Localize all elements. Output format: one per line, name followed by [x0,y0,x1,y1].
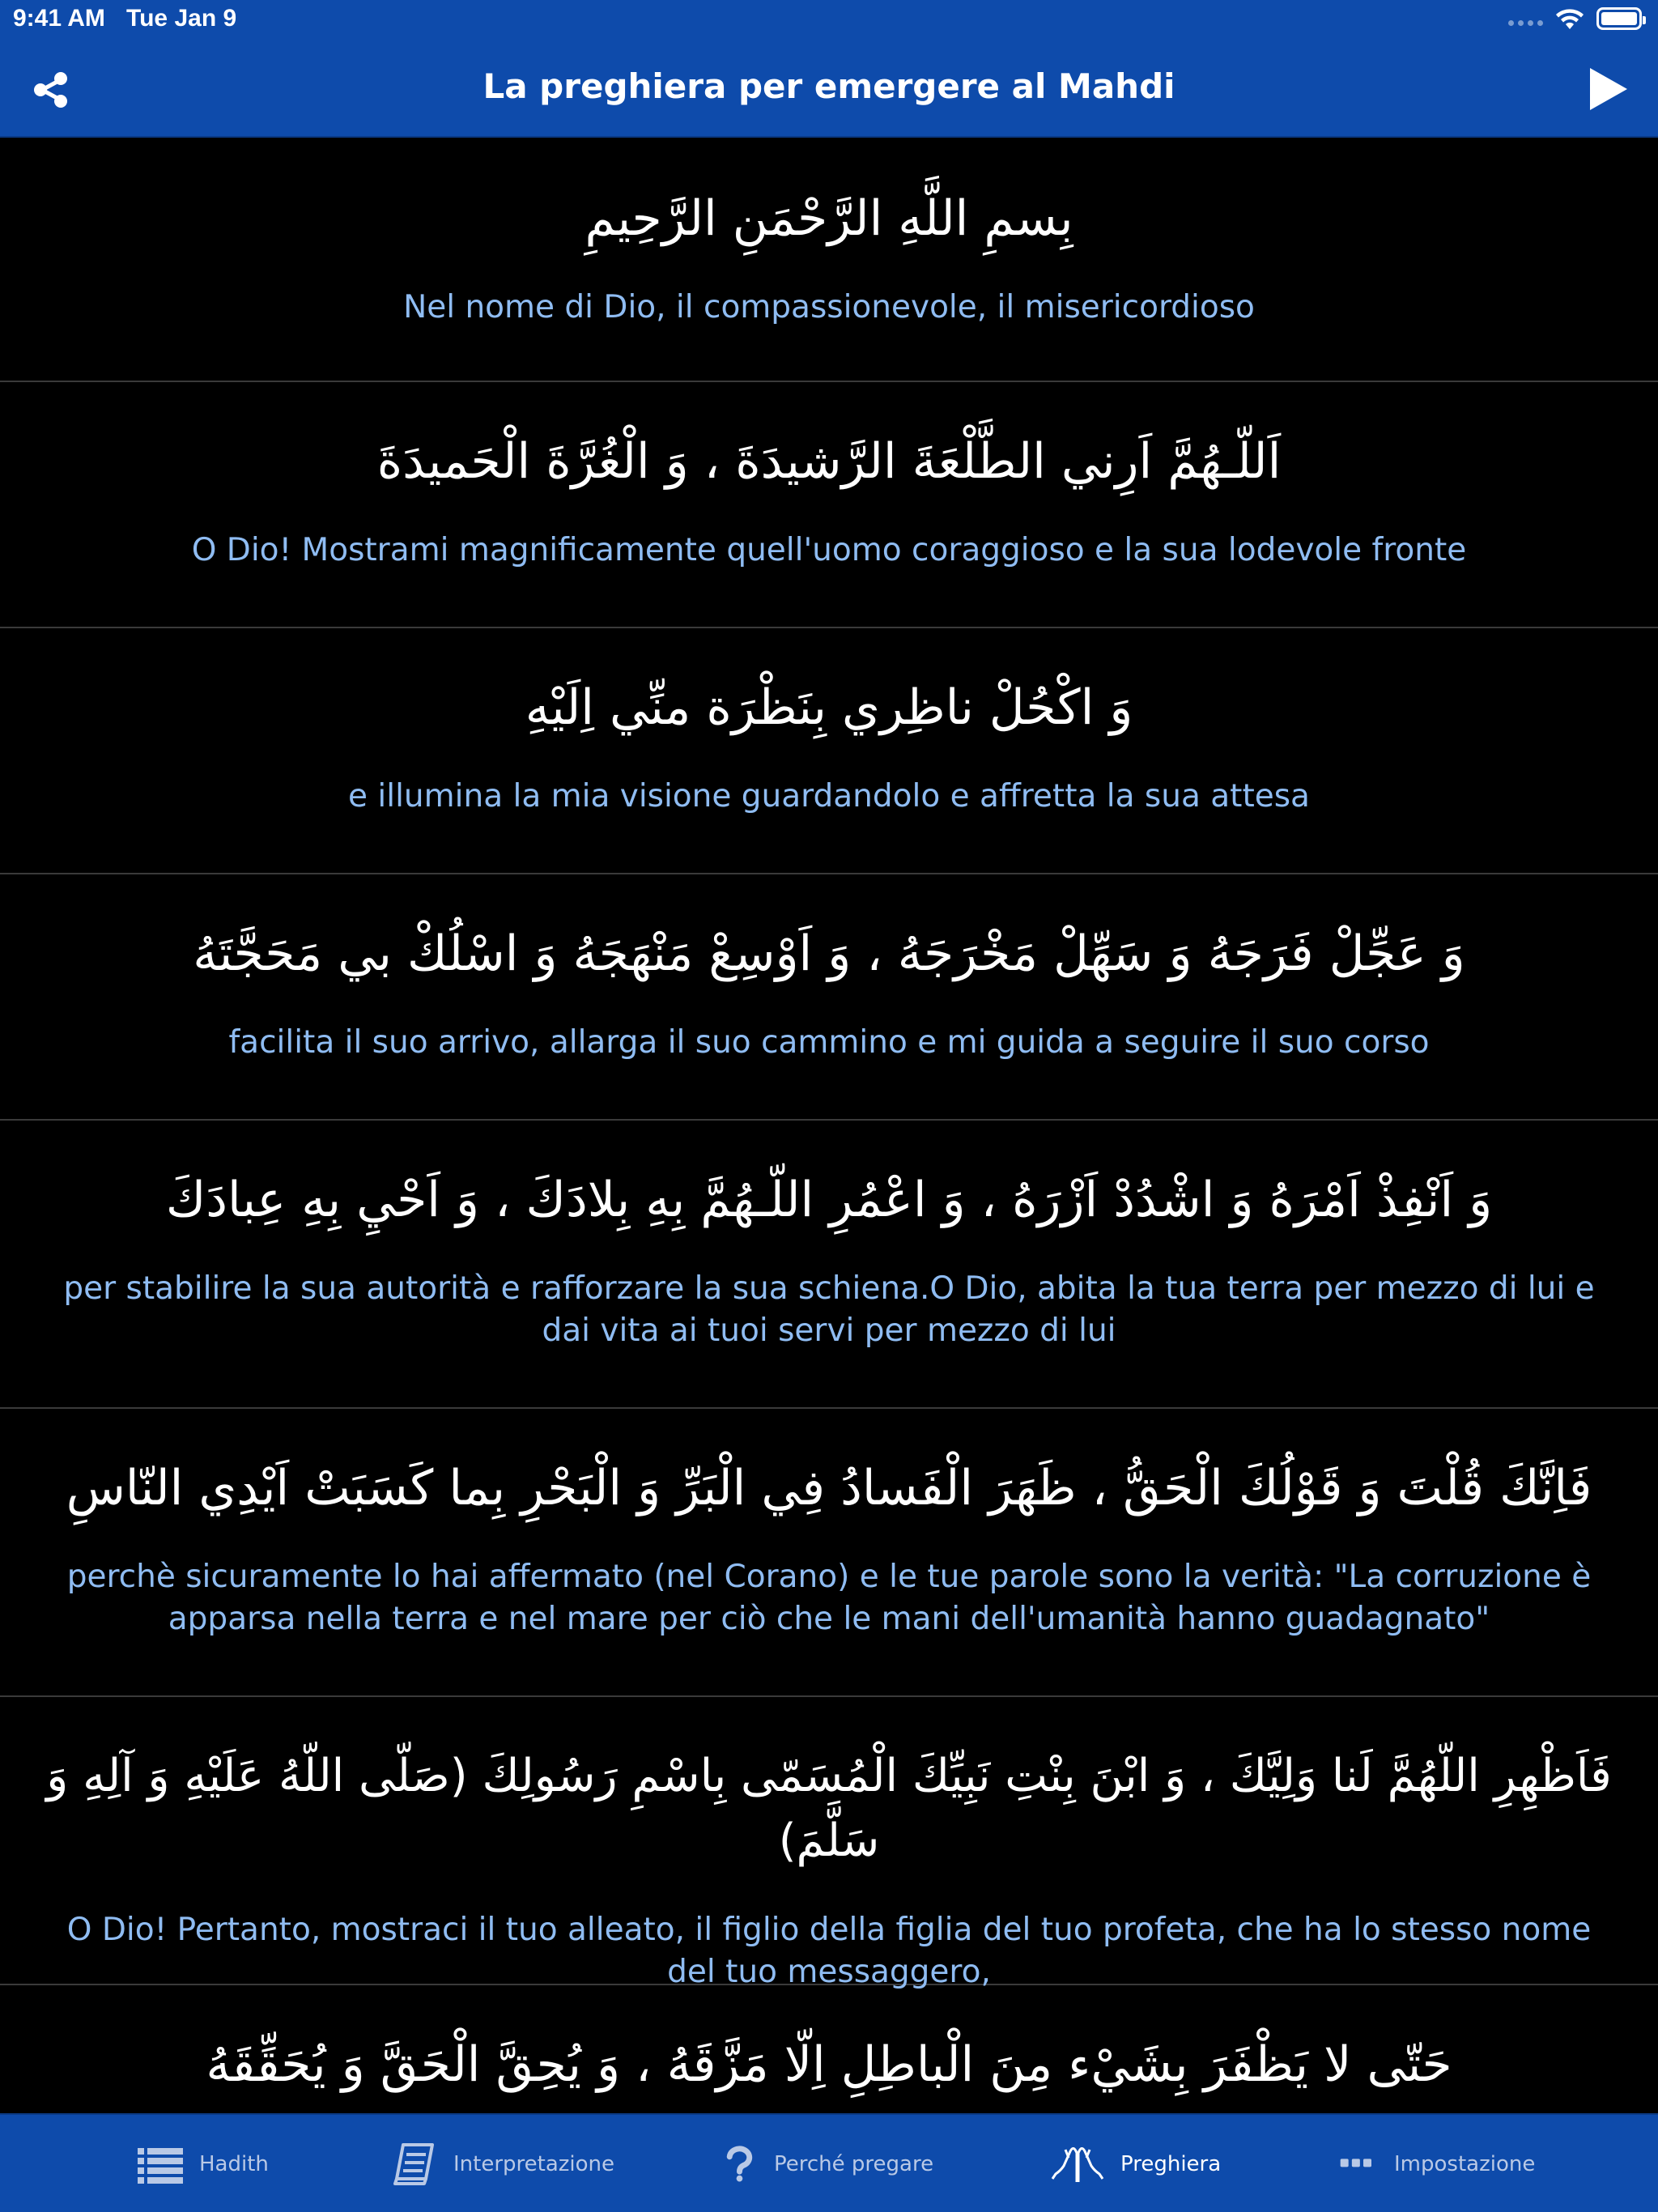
verse-translation: e illumina la mia visione guardandolo e affretta la sua attesa [348,778,1310,815]
verse-translation: Nel nome di Dio, il compassionevole, il misericordioso [403,289,1255,325]
verse-arabic: فَاِنَّكَ قُلْتَ وَ قَوْلُكَ الْحَقُّ ، ظَهَرَ الْفَسادُ فِي الْبَرِّ وَ الْبَحْرِ بِما كَسَبَتْ اَيْدِي النّاسِ [66,1460,1592,1516]
tab-label: Preghiera [1120,2152,1222,2176]
verse-translation: facilita il suo arrivo, allarga il suo cammino e mi guida a seguire il suo corso [228,1024,1430,1061]
cellular-signal-icon [1508,20,1543,26]
verse-arabic: اَللّـهُمَّ اَرِني الطَّلْعَةَ الرَّشيدَةَ ، وَ الْغُرَّةَ الْحَميدَةَ [376,433,1282,490]
battery-icon [1596,7,1642,30]
tab-label: Interpretazione [453,2152,615,2176]
verse-row [0,1985,1658,2113]
page-title: La preghiera per emergere al Mahdi [483,66,1175,106]
list-icon [136,2142,185,2187]
verse-row [0,874,1658,1121]
verse-arabic: فَاَظْهِرِ اللّهُمَّ لَنا وَلِيَّكَ ، وَ ابْنَ بِنْتِ نَبِيِّكَ الْمُسَمّى بِاسْمِ رَسُولِكَ (صَلّى اللّهُ عَلَيْهِ وَ آلِهِ وَ سَلَّمَ) [46,1750,1612,1867]
verse-row [0,382,1658,628]
tab-bar [0,2113,1658,2212]
verse-translation: perchè sicuramente lo hai affermato (nel Corano) e le tue parole sono la verità: "La corruzione è apparsa nella terra e nel mare per ciò che le mani dell'umanità hanno guadagnato" [66,1559,1592,1637]
tab-label: Hadith [199,2152,269,2176]
verse-translation: O Dio! Mostrami magnificamente quell'uomo coraggioso e la sua lodevole fronte [191,532,1467,568]
tab-interpretazione[interactable] [390,2115,614,2212]
play-icon[interactable] [1585,65,1630,113]
question-icon [722,2142,759,2187]
status-time: 9:41 AM [13,5,105,32]
verse-row [0,138,1658,382]
tab-preghiera[interactable] [1049,2115,1221,2212]
tab-impostazione[interactable] [1339,2115,1535,2212]
verse-translation: per stabilire la sua autorità e rafforzare la sua schiena.O Dio, abita la tua terra per mezzo di lui e dai vita ai tuoi servi per mezzo di lui [63,1270,1595,1349]
status-indicators [1508,6,1642,31]
verse-row [0,628,1658,874]
status-bar [0,0,1658,40]
verse-row [0,1121,1658,1409]
navigation-bar [0,40,1658,138]
tab-label: Perché pregare [774,2152,934,2176]
tab-hadith[interactable] [136,2115,269,2212]
more-dots-icon [1339,2142,1380,2187]
status-date: Tue Jan 9 [126,5,237,32]
wifi-icon [1554,6,1585,31]
prayer-list[interactable] [0,138,1658,2113]
verse-arabic: وَ عَجِّلْ فَرَجَهُ وَ سَهِّلْ مَخْرَجَهُ ، وَ اَوْسِعْ مَنْهَجَهُ وَ اسْلُكْ بي مَحَجَّتَهُ [193,925,1465,982]
verse-arabic: بِسمِ اللَّهِ الرَّحْمَنِ الرَّحِيمِ [585,190,1073,247]
tab-perche-pregare[interactable] [722,2115,933,2212]
verse-arabic: حَتّى لا يَظْفَرَ بِشَيْء مِنَ الْباطِلِ اِلّا مَزَّقَهُ ، وَ يُحِقَّ الْحَقَّ وَ يُحَقِّقَهُ [206,2036,1452,2093]
book-icon [390,2142,439,2187]
verse-arabic: وَ اكْحُلْ ناظِري بِنَظْرَة منِّي اِلَيْهِ [525,679,1133,736]
tab-label: Impostazione [1394,2152,1536,2176]
verse-row [0,1409,1658,1697]
verse-arabic: وَ اَنْفِذْ اَمْرَهُ وَ اشْدُدْ اَزْرَهُ ، وَ اعْمُرِ اللّـهُمَّ بِهِ بِلادَكَ ، وَ اَحْيِ بِهِ عِبادَكَ [165,1172,1493,1228]
verse-row [0,1697,1658,1990]
verse-translation: O Dio! Pertanto, mostraci il tuo alleato, il figlio della figlia del tuo profeta, che ha lo stesso nome del tuo messaggero, [66,1912,1592,1990]
praying-hands-icon [1049,2142,1106,2187]
